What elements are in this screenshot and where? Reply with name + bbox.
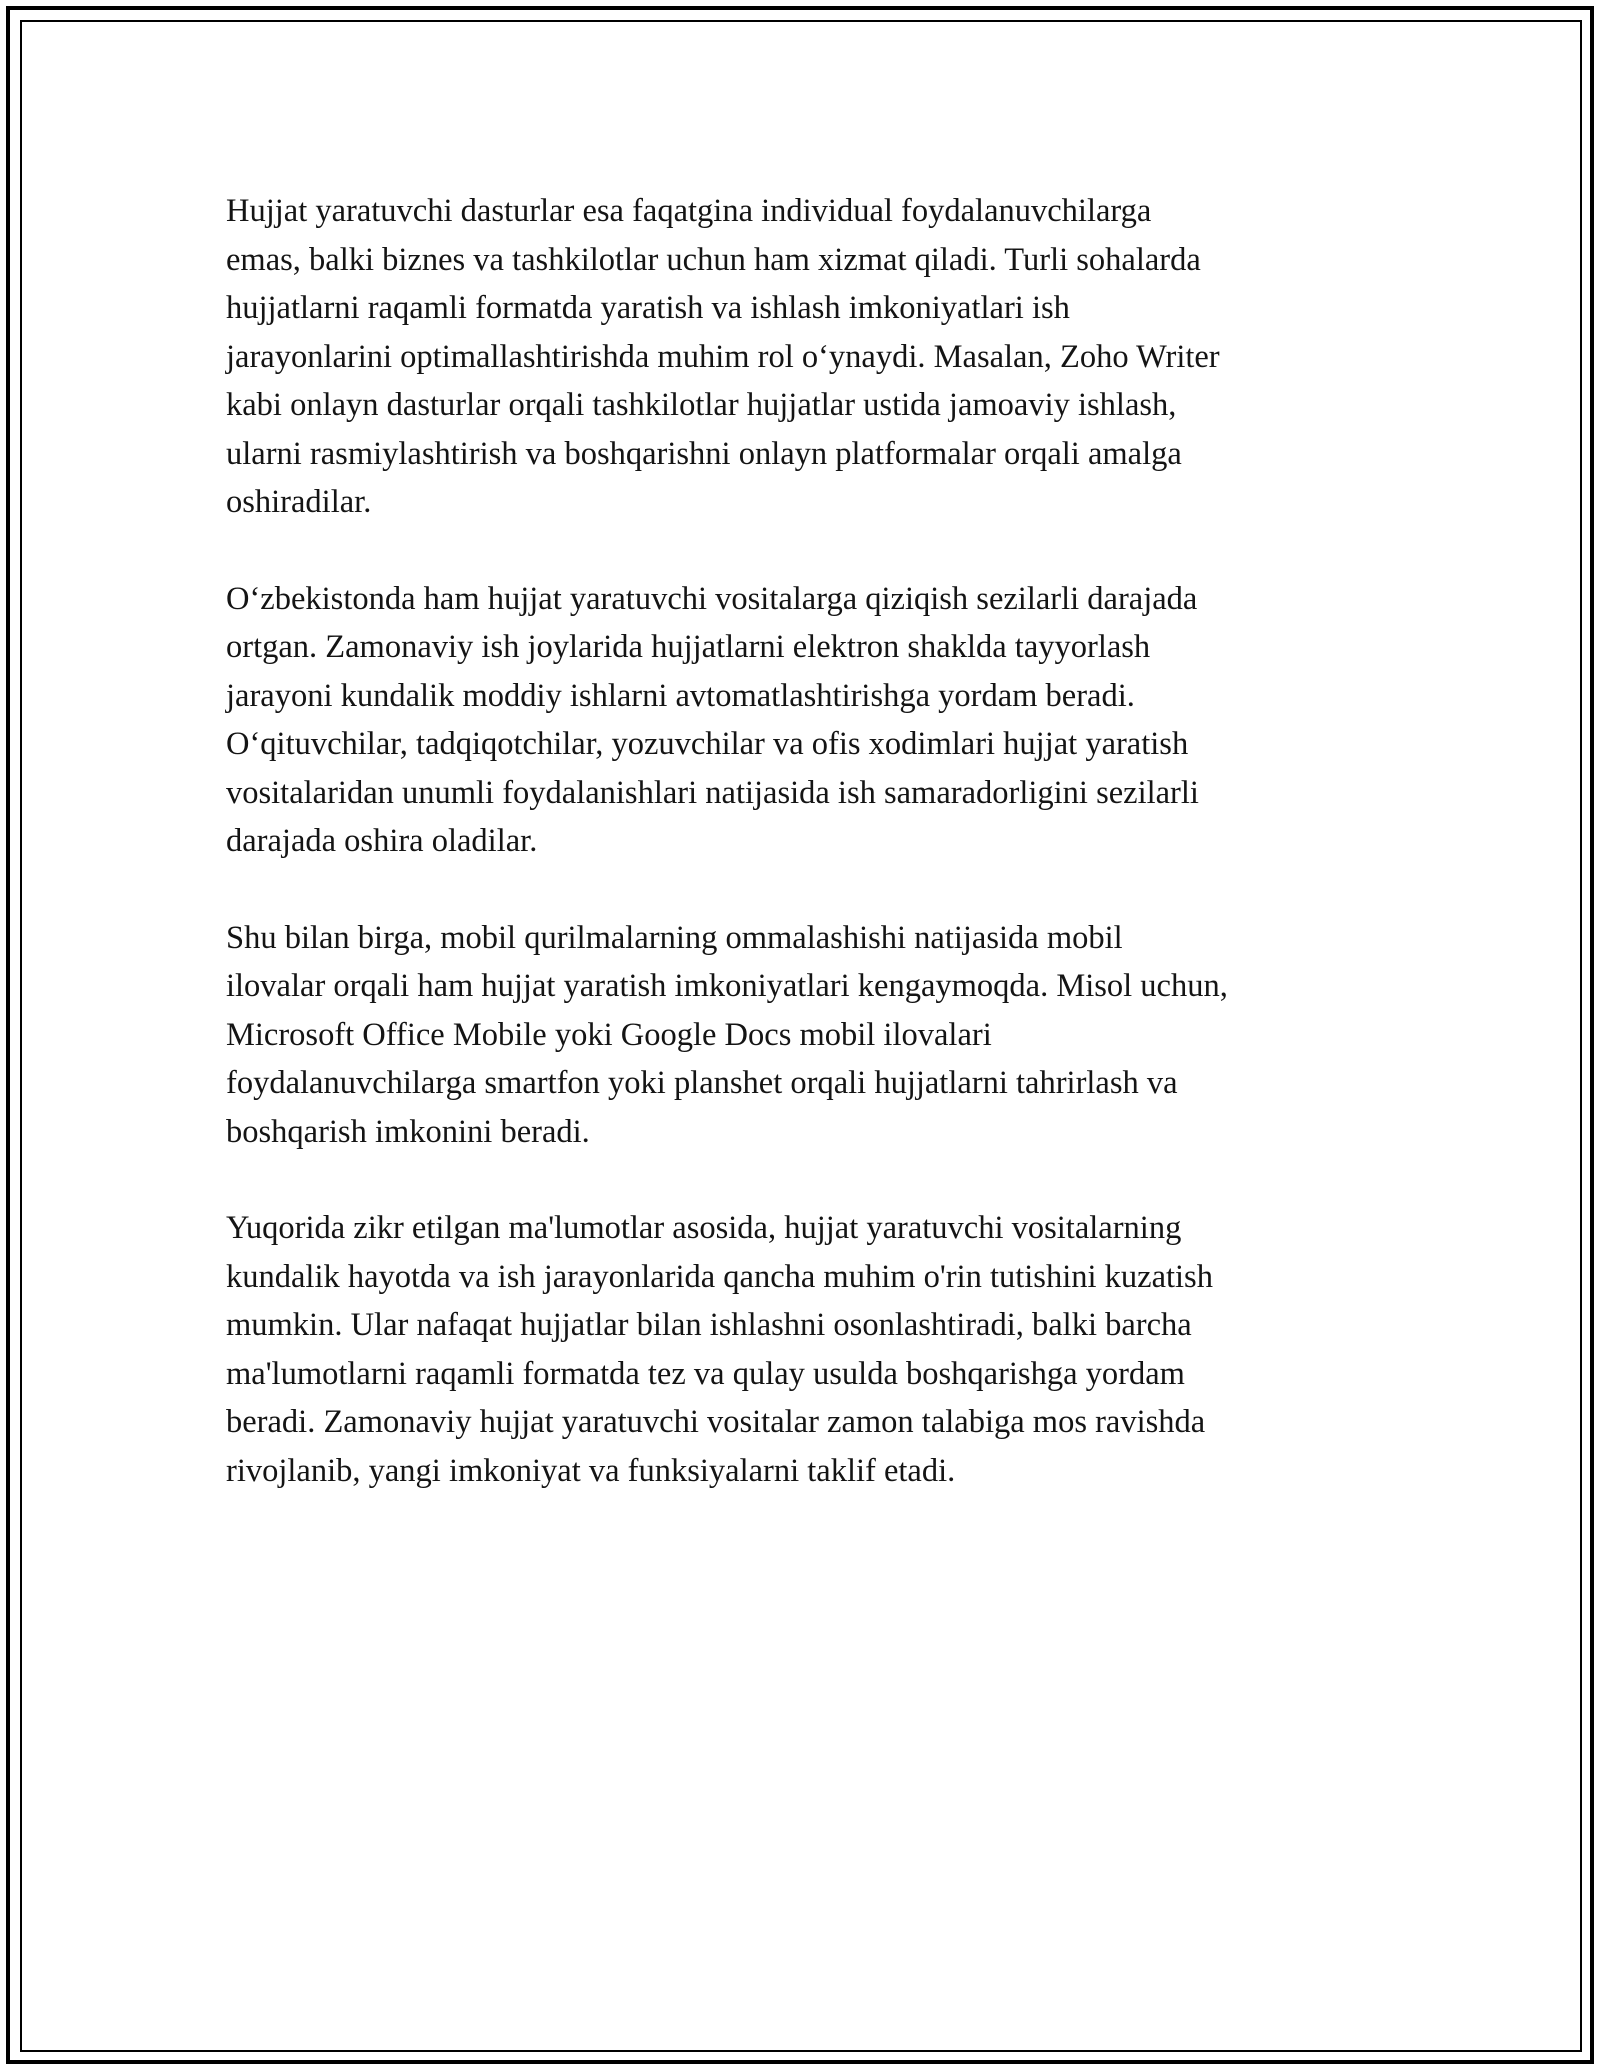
text-line: mumkin. Ular nafaqat hujjatlar bilan ishlashni osonlashtiradi, balki barcha: [226, 1307, 1192, 1343]
text-line: Yuqorida zikr etilgan ma'lumotlar asosida, hujjat yaratuvchi vositalarning: [226, 1210, 1182, 1246]
text-line: ortgan. Zamonaviy ish joylarida hujjatlarni elektron shaklda tayyorlash: [226, 629, 1151, 665]
text-line: jarayoni kundalik moddiy ishlarni avtomatlashtirishga yordam beradi.: [226, 677, 1135, 714]
paragraph-2: [226, 575, 1386, 866]
text-line: hujjatlarni raqamli formatda yaratish va ishlash imkoniyatlari ish: [226, 290, 1070, 326]
text-line: ularni rasmiylashtirish va boshqarishni onlayn platformalar orqali amalga: [226, 435, 1182, 472]
text-line: emas, balki biznes va tashkilotlar uchun ham xizmat qiladi. Turli sohalarda: [226, 241, 1201, 278]
paragraph-1: [226, 187, 1386, 527]
text-line: rivojlanib, yangi imkoniyat va funksiyalarni taklif etadi.: [226, 1452, 956, 1489]
text-line: O‘zbekistonda ham hujjat yaratuvchi vositalarga qiziqish sezilarli darajada: [226, 580, 1198, 617]
text-line: ma'lumotlarni raqamli formatda tez va qulay usulda boshqarishga yordam: [226, 1355, 1185, 1392]
text-line: Hujjat yaratuvchi dasturlar esa faqatgina individual foydalanuvchilarga: [226, 193, 1152, 229]
text-line: kundalik hayotda va ish jarayonlarida qancha muhim o'rin tutishini kuzatish: [226, 1258, 1213, 1295]
text-line: darajada oshira oladilar.: [226, 823, 538, 859]
text-line: jarayonlarini optimallashtirishda muhim rol o‘ynaydi. Masalan, Zoho Writer: [226, 338, 1220, 375]
text-line: Shu bilan birga, mobil qurilmalarning ommalashishi natijasida mobil: [226, 919, 1123, 956]
text-line: beradi. Zamonaviy hujjat yaratuvchi vositalar zamon talabiga mos ravishda: [226, 1404, 1206, 1440]
paragraph-4: [226, 1204, 1386, 1495]
paragraph-3: [226, 914, 1386, 1157]
text-line: boshqarish imkonini beradi.: [226, 1113, 590, 1150]
text-line: Microsoft Office Mobile yoki Google Docs mobil ilovalari: [226, 1016, 992, 1053]
document-body: [226, 187, 1386, 1543]
text-line: foydalanuvchilarga smartfon yoki planshet orqali hujjatlarni tahrirlash va: [226, 1065, 1178, 1101]
text-line: kabi onlayn dasturlar orqali tashkilotlar hujjatlar ustida jamoaviy ishlash,: [226, 387, 1177, 423]
text-line: oshiradilar.: [226, 484, 372, 520]
text-line: O‘qituvchilar, tadqiqotchilar, yozuvchilar va ofis xodimlari hujjat yaratish: [226, 726, 1189, 762]
text-line: vositalaridan unumli foydalanishlari natijasida ish samaradorligini sezilarli: [226, 774, 1199, 811]
text-line: ilovalar orqali ham hujjat yaratish imkoniyatlari kengaymoqda. Misol uchun,: [226, 968, 1228, 1004]
